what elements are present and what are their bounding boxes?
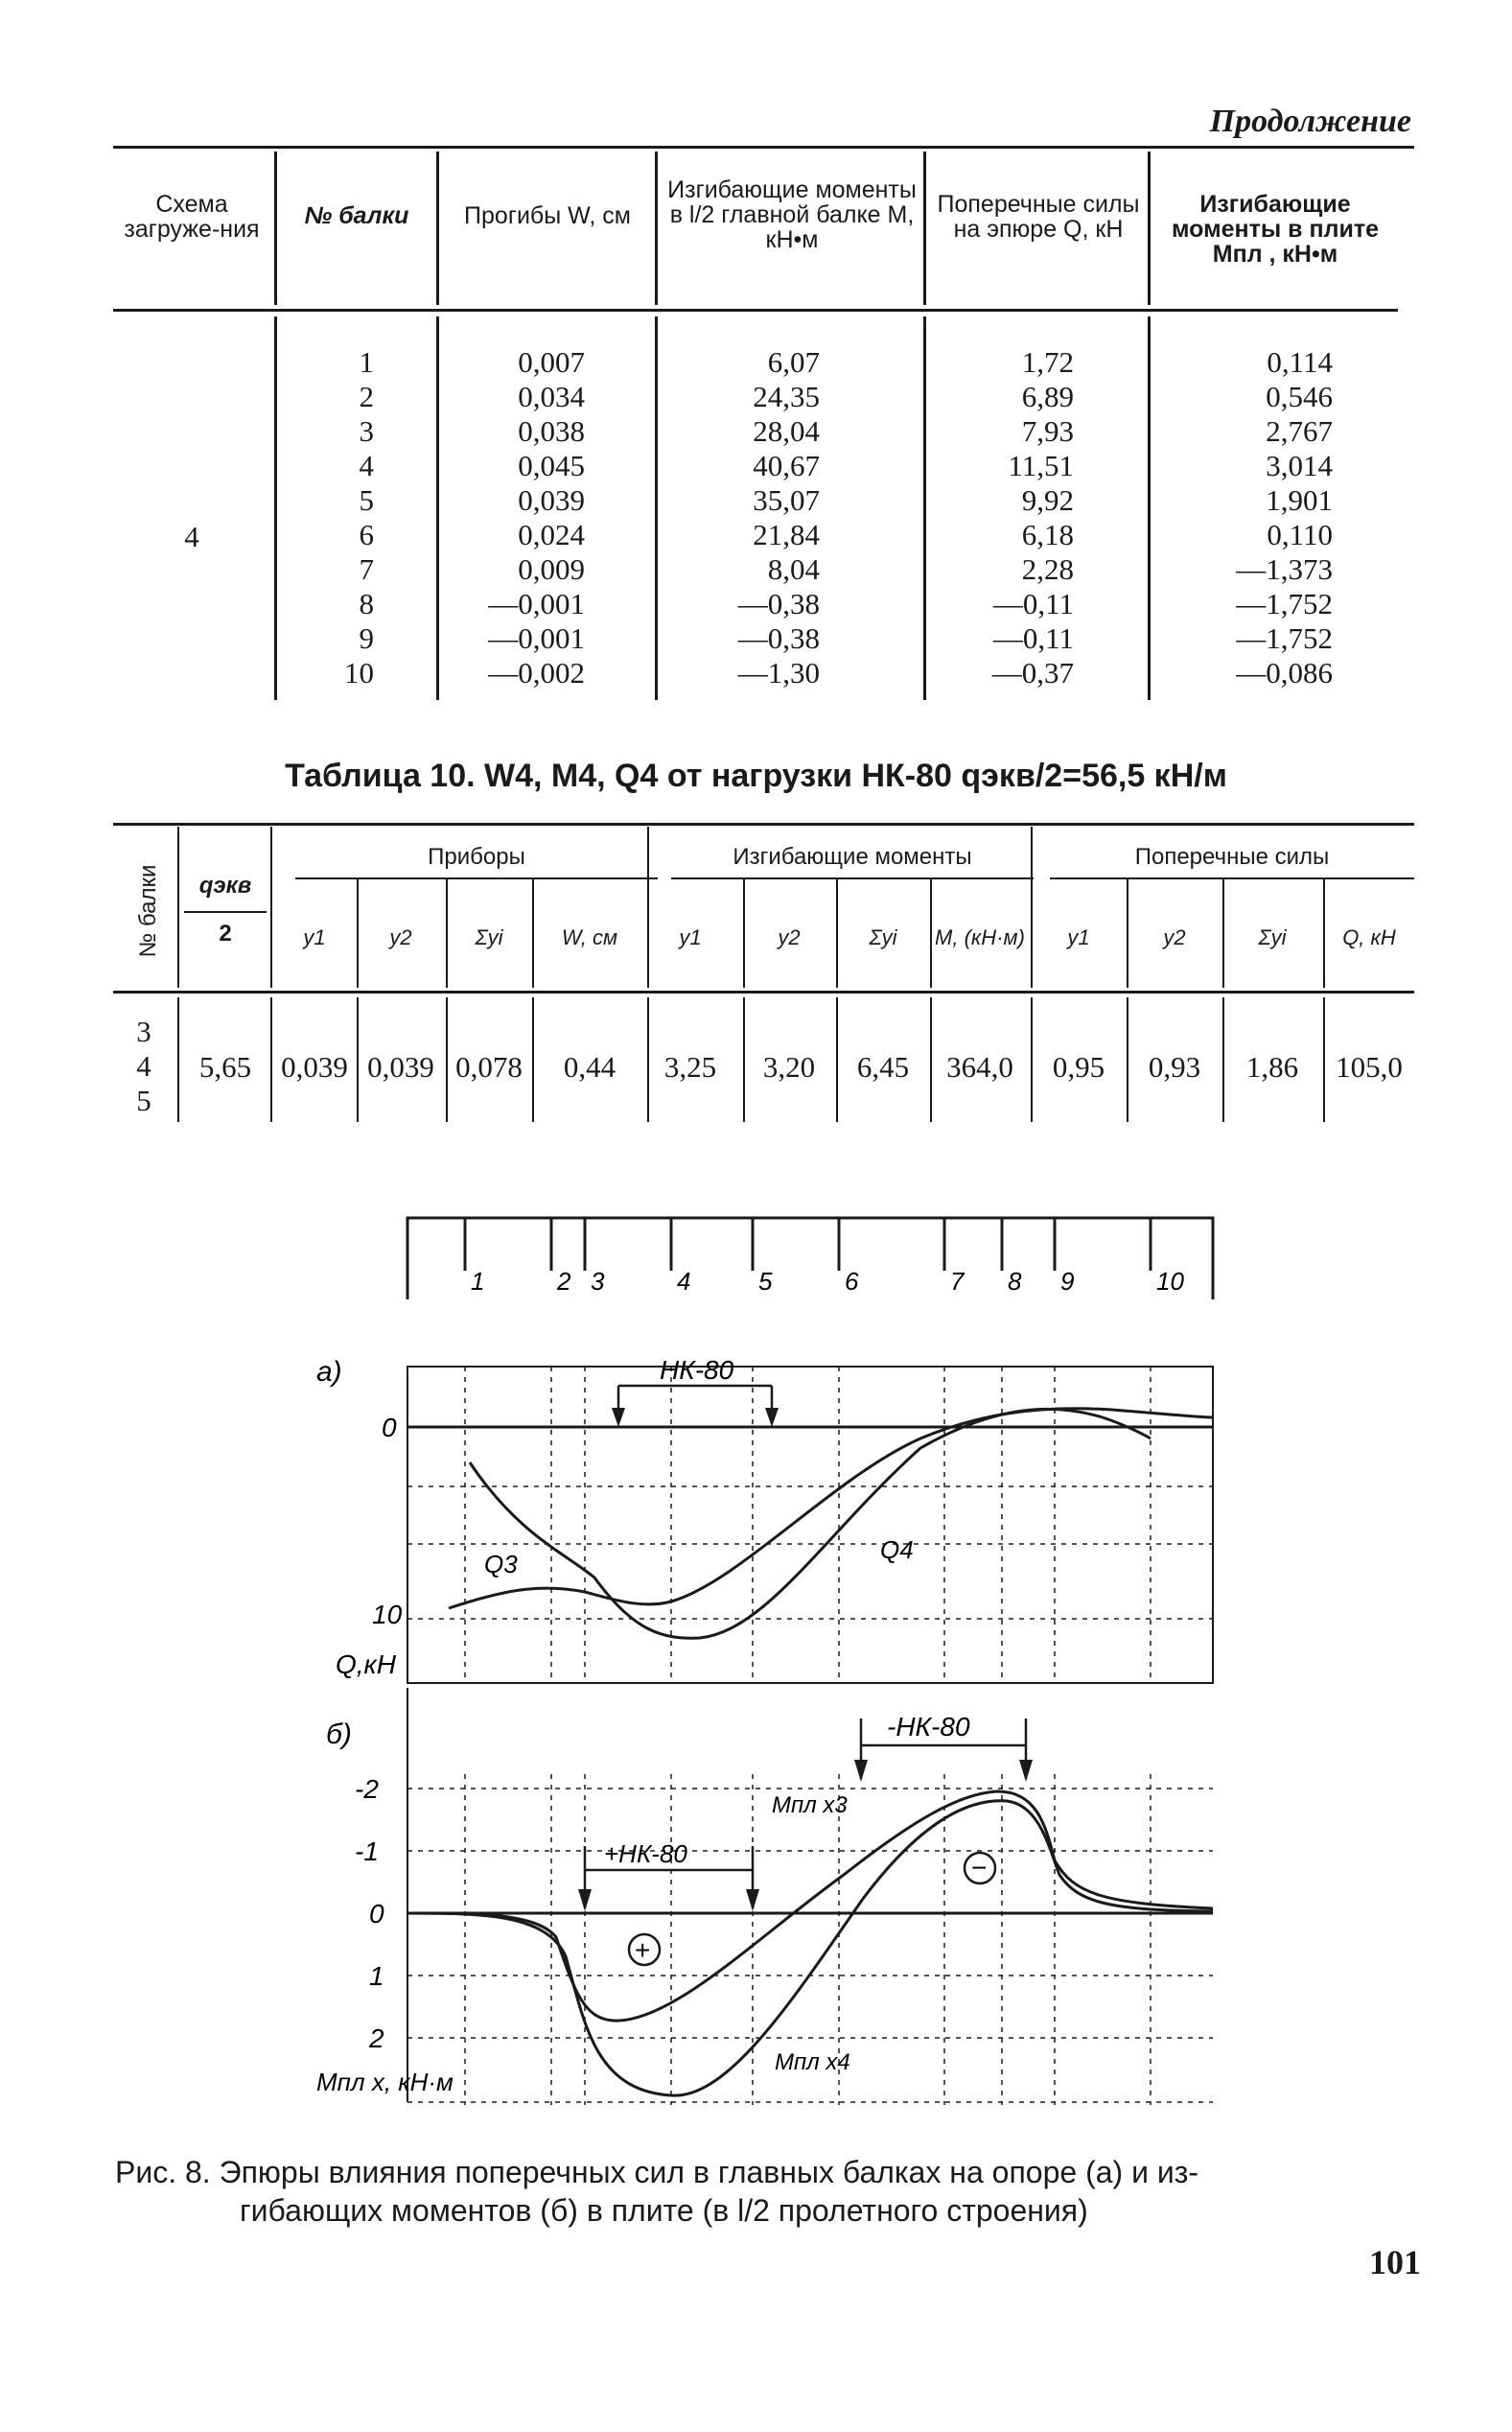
t10-subheader: Q, кН <box>1342 925 1396 949</box>
t10-value: 0,039 <box>281 1050 348 1084</box>
axis-b-tick: -1 <box>355 1836 379 1866</box>
col-divider <box>655 316 658 700</box>
table-cell: —1,752 <box>1236 621 1333 655</box>
table-cell: —1,30 <box>737 656 820 690</box>
diagram-b-label: б) <box>326 1719 352 1750</box>
table10-top-rule <box>113 823 1414 826</box>
table-cell: —1,373 <box>1236 552 1333 586</box>
table-cell: 6,89 <box>1021 380 1074 413</box>
table-cell: 7 <box>359 552 374 586</box>
table-cell: —0,38 <box>737 621 820 655</box>
t10-subheader: y2 <box>778 925 801 949</box>
sign-plus: + <box>635 1935 651 1965</box>
t10-subheader: M, (кН·м) <box>935 925 1025 949</box>
table-header-rule <box>113 309 1398 312</box>
axis-b-tick: 0 <box>369 1899 384 1929</box>
table-cell: 1,901 <box>1266 483 1333 517</box>
table-cell: —0,37 <box>991 656 1074 690</box>
t10-subheader: y1 <box>1067 925 1090 949</box>
table10-header-rule <box>113 991 1414 994</box>
t10-col-beam: № балки <box>135 864 161 958</box>
t10-value: 0,95 <box>1052 1050 1105 1084</box>
beam-number: 10 <box>1156 1267 1184 1296</box>
table-cell: 8 <box>359 587 374 620</box>
beam-number: 2 <box>557 1267 571 1296</box>
table-cell: —0,002 <box>488 656 585 690</box>
table-cell: —0,001 <box>488 587 585 620</box>
t10-beams: 3 4 5 <box>136 1015 151 1117</box>
t10-value: 0,44 <box>563 1050 616 1084</box>
table-cell: —0,11 <box>992 621 1074 655</box>
page-number: 101 <box>1369 2243 1421 2281</box>
sign-minus: − <box>971 1853 988 1882</box>
table10-title: Таблица 10. W4, M4, Q4 от нагрузки НК-80 qэкв/2=56,5 кН/м <box>285 758 1227 794</box>
table-cell: 35,07 <box>753 483 820 517</box>
table-cell: 7,93 <box>1021 414 1074 448</box>
load-label-a: НК-80 <box>660 1355 734 1385</box>
t10-group-moments: Изгибающие моменты <box>733 844 972 870</box>
table-cell: 2,767 <box>1266 414 1333 448</box>
t10-value: 0,078 <box>455 1050 523 1084</box>
fraction-rule <box>184 911 267 913</box>
group-rule <box>1050 877 1414 879</box>
beam-number: 8 <box>1008 1267 1022 1296</box>
col-divider <box>436 316 439 700</box>
t10-value: 6,45 <box>856 1050 910 1084</box>
table-cell: 9 <box>359 621 374 655</box>
figure-caption: Рис. 8. Эпюры влияния поперечных сил в главных балках на опоре (а) и из- гибающих моментов (б) в плите (в l/2 пролетного строения) <box>115 2155 1199 2228</box>
table-cell: 24,35 <box>753 380 820 413</box>
table-cell: 1 <box>359 345 374 379</box>
table-cell: 0,110 <box>1267 518 1333 551</box>
t10-subheader: Σyi <box>475 925 503 949</box>
group-rule <box>671 877 1034 879</box>
axis-b-tick: -2 <box>355 1774 379 1804</box>
t10-subheader: W, см <box>561 925 618 949</box>
t10-value: 3,25 <box>663 1050 717 1084</box>
t10-subheader: y1 <box>303 925 326 949</box>
table-cell: 6 <box>359 518 374 551</box>
table-cell: 0,038 <box>518 414 585 448</box>
moment-column <box>662 345 820 690</box>
col-divider <box>923 152 926 305</box>
axis-a-ten: 10 <box>372 1600 403 1629</box>
header-moment: Изгибающие моменты в l/2 главной балке M, кН•м <box>667 176 917 253</box>
diagram-a-label: а) <box>316 1356 342 1388</box>
table-cell: 3,014 <box>1266 449 1333 482</box>
t10-value: 364,0 <box>946 1050 1013 1084</box>
diagram-a <box>316 1355 1213 1683</box>
t10-group-shear: Поперечные силы <box>1134 844 1330 870</box>
t10-value: 0,039 <box>367 1050 434 1084</box>
deflection-column <box>441 345 585 690</box>
table-cell: 21,84 <box>753 518 820 551</box>
table-cell: 0,045 <box>518 449 585 482</box>
table-cell: —0,38 <box>737 587 820 620</box>
beam-number: 5 <box>758 1267 773 1296</box>
t10-value: 5,65 <box>198 1050 252 1084</box>
col-divider <box>930 877 932 988</box>
table-cell: 8,04 <box>767 552 820 586</box>
table-cell: 5 <box>359 483 374 517</box>
t10-subheader: Σyi <box>869 925 897 949</box>
col-divider <box>274 152 277 305</box>
table-cell: 0,024 <box>518 518 585 551</box>
t10-subheader: y1 <box>679 925 702 949</box>
table-cell: —0,11 <box>992 587 1074 620</box>
table-cell: 11,51 <box>1008 449 1074 482</box>
t10-subheader: Σyi <box>1258 925 1287 949</box>
beam-number: 6 <box>845 1267 859 1296</box>
beam-column <box>278 345 374 690</box>
table-cell: 6,18 <box>1021 518 1074 551</box>
beam-number: 9 <box>1060 1267 1075 1296</box>
t10-group-devices: Приборы <box>428 844 525 870</box>
col-divider <box>1222 877 1224 988</box>
axis-a-title: Q,кН <box>336 1649 396 1679</box>
table-cell: 0,039 <box>518 483 585 517</box>
beam-numbers <box>471 1267 1184 1296</box>
header-shear: Поперечные силы на эпюре Q, кН <box>937 191 1140 243</box>
curve-m3 <box>407 1791 1213 2021</box>
t10-q-denominator: 2 <box>219 921 232 947</box>
table-top-rule <box>113 146 1414 149</box>
slab-moment-column <box>1151 345 1333 690</box>
table-cell: 9,92 <box>1021 483 1074 517</box>
t10-value: 3,20 <box>762 1050 816 1084</box>
shear-column <box>920 345 1074 690</box>
beam-number: 7 <box>950 1267 965 1296</box>
table-cell: —1,752 <box>1236 587 1333 620</box>
table-cell: 0,114 <box>1267 345 1333 379</box>
t10-value: 105,0 <box>1336 1050 1403 1084</box>
load-label-minus: -НК-80 <box>887 1712 970 1742</box>
curve-label-m3: Mпл x3 <box>772 1792 848 1818</box>
curve-label-m4: Mпл x4 <box>775 2049 850 2075</box>
col-divider <box>1148 152 1151 305</box>
col-divider <box>270 827 272 988</box>
continuation-label: Продолжение <box>1209 104 1411 139</box>
curve-q4 <box>449 1409 1213 1608</box>
col-divider <box>655 152 658 305</box>
col-divider <box>274 316 277 700</box>
header-beam: № балки <box>304 202 409 229</box>
axis-b-title: Mпл x, кН·м <box>316 2068 454 2096</box>
t10-value: 0,93 <box>1148 1050 1201 1084</box>
table-cell: 4 <box>359 449 374 482</box>
beam-number: 4 <box>677 1267 691 1296</box>
table-cell: 3 <box>359 414 374 448</box>
axis-b-tick: 1 <box>369 1961 384 1991</box>
table-cell: 0,007 <box>518 345 585 379</box>
table-cell: 0,009 <box>518 552 585 586</box>
col-divider <box>177 827 179 988</box>
influence-diagrams <box>0 1189 1512 2110</box>
table-cell: —0,086 <box>1236 656 1333 690</box>
table-cell: 6,07 <box>767 345 820 379</box>
table-cell: 0,034 <box>518 380 585 413</box>
beam-number: 3 <box>591 1267 605 1296</box>
header-deflection: Прогибы W, см <box>464 202 631 229</box>
axis-b-tick: 2 <box>369 2023 384 2053</box>
header-scheme: Схема загруже-ния <box>124 191 260 243</box>
t10-subheader: y2 <box>389 925 412 949</box>
curve-label-q4: Q4 <box>880 1535 914 1564</box>
table-cell: 1,72 <box>1021 345 1074 379</box>
beam-scheme <box>407 1218 1213 1299</box>
axis-a-zero: 0 <box>382 1413 397 1442</box>
scheme-number: 4 <box>184 520 199 553</box>
table-cell: 0,546 <box>1266 380 1333 413</box>
curve-q3 <box>470 1409 1151 1638</box>
t10-subheader: y2 <box>1163 925 1186 949</box>
header-slab-moment: Изгибающие моменты в плите Mпл , кН•м <box>1172 191 1379 268</box>
t10-value: 1,86 <box>1245 1050 1299 1084</box>
table-cell: 10 <box>344 656 374 690</box>
table-cell: —0,001 <box>488 621 585 655</box>
curve-label-q3: Q3 <box>484 1550 518 1578</box>
diagram-b <box>316 1688 1213 2105</box>
table-cell: 40,67 <box>753 449 820 482</box>
load-label-plus: +НК-80 <box>604 1839 687 1868</box>
beam-number: 1 <box>471 1267 485 1296</box>
col-divider <box>436 152 439 305</box>
table-cell: 28,04 <box>753 414 820 448</box>
t10-q: qэкв <box>198 873 252 899</box>
group-rule <box>295 877 658 879</box>
table-cell: 2 <box>359 380 374 413</box>
table-cell: 2,28 <box>1021 552 1074 586</box>
